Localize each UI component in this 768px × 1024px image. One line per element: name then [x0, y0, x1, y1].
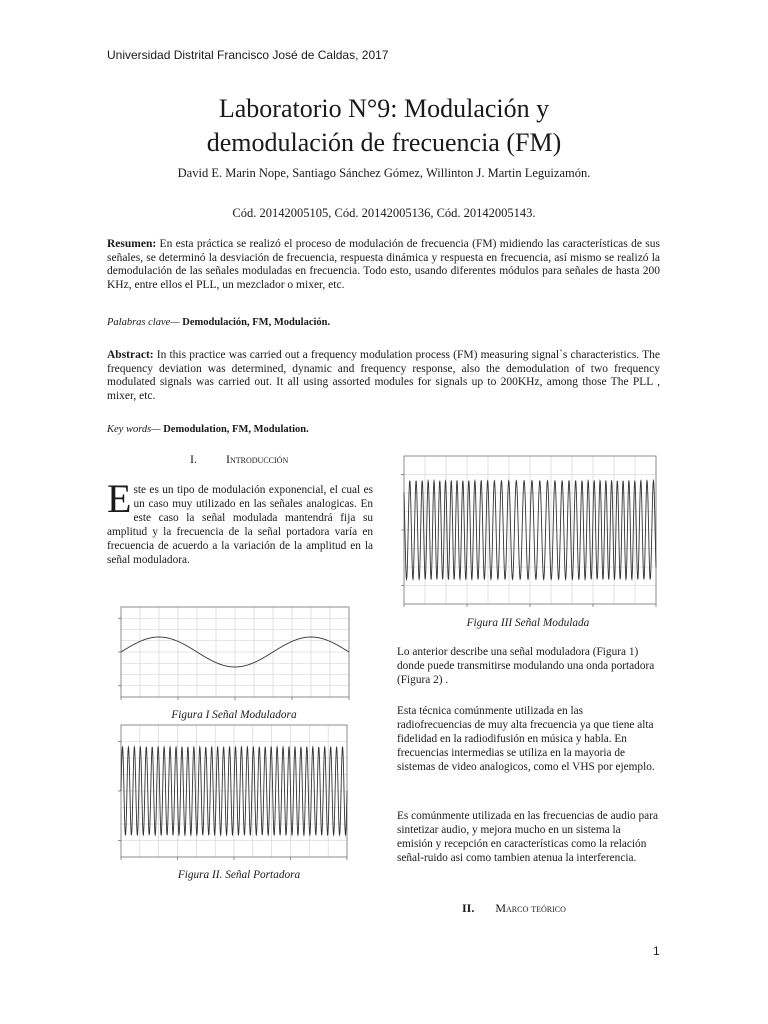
figure-2-caption: Figura II. Señal Portadora [177, 869, 301, 881]
right-paragraph-1: Lo anterior describe una señal moduladora (Figura 1) donde puede transmitirse modulando una onda portadora (Figura 2) . [397, 646, 655, 686]
figure-3-modulated-signal [394, 452, 662, 614]
student-codes: Cód. 20142005105, Cód. 20142005136, Cód. 20142005143. [232, 206, 536, 220]
figure-1-caption: Figura I Señal Moduladora [171, 709, 297, 721]
abstract-text: In this practice was carried out a frequency modulation process (FM) measuring signal`s characteristics. The frequency deviation was determined, dynamic and frequency response, also the demodulation of two frequency modulated signals was carried out. It all using assorted modules for signals up to 200KHz, among those The PLL , mixer, etc. [107, 349, 660, 402]
figure-3-plot [401, 456, 656, 607]
section-1-number: I. [190, 452, 197, 466]
abstract-paragraph [107, 349, 660, 403]
abstract-label: Abstract: [107, 349, 154, 361]
resumen-text: En esta práctica se realizó el proceso de modulación de frecuencia (FM) midiendo las características de sus señales, se determinó la desviación de frecuencia, respuesta dinámica y respuesta en frecuencia, así mismo se realizó la demodulación de las señales moduladas en frecuencia. Todo esto, usando diferentes módulos para señales de hasta 200 KHz, entre ellos el PLL, un mezclador o mixer, etc. [107, 238, 660, 291]
paper-title-line-2: demodulación de frecuencia (FM) [206, 128, 562, 157]
figure-3-caption: Figura III Señal Modulada [466, 617, 590, 629]
page-header: Universidad Distrital Francisco José de Caldas, 2017 [107, 48, 389, 62]
right-paragraph-2: Esta técnica comúnmente utilizada en las radiofrecuencias de muy alta frecuencia ya que tiene alta fidelidad en la radiodifusión en música y habla. En frecuencias intermedias se utiliza en la mayoria de sistemas de video analogicos, como el VHS por ejemplo. [397, 705, 655, 773]
intro-paragraph [107, 476, 373, 567]
right-paragraph-3: Es comúnmente utilizada en las frecuencias de audio para sintetizar audio, y mejora mucho en un sistema la emisión y recepción en características como la relación señal-ruido asi como tambien atenua la interferencia. [397, 810, 658, 864]
resumen-label: Resumen: [107, 238, 157, 250]
palabras-label: Palabras clave— [107, 317, 180, 328]
figure-2-plot [118, 725, 347, 860]
intro-text: ste es un tipo de modulación exponencial, el cual es un caso muy utilizado en las señales analogicas. En este caso la señal modulada mantendrá fija su amplitud y la frecuencia de la señal portadora varía en frecuencia de acuerdo a la variación de la amplitud en la señal moduladora. [107, 484, 373, 566]
palabras-clave [107, 317, 330, 328]
section-1-title: Introducción [226, 452, 289, 466]
section-2-number: II. [462, 901, 475, 915]
authors: David E. Marin Nope, Santiago Sánchez Gómez, Willinton J. Martin Leguizamón. [177, 166, 591, 180]
keywords-text: Demodulation, FM, Modulation. [163, 424, 309, 435]
paper-title-line-1: Laboratorio N°9: Modulación y [218, 94, 550, 123]
section-1-heading [190, 452, 288, 467]
key-words [107, 424, 309, 435]
drop-cap: E [107, 476, 132, 521]
palabras-text: Demodulación, FM, Modulación. [182, 317, 331, 328]
page-number: 1 [653, 944, 660, 958]
resumen-paragraph [107, 238, 660, 292]
figure-1-modulating-signal [107, 599, 357, 707]
figure-1-plot [118, 607, 349, 700]
section-2-heading [462, 901, 566, 916]
section-2-title: Marco teórico [495, 901, 566, 915]
figure-2-carrier-signal [107, 721, 357, 865]
keywords-label: Key words— [107, 424, 161, 435]
